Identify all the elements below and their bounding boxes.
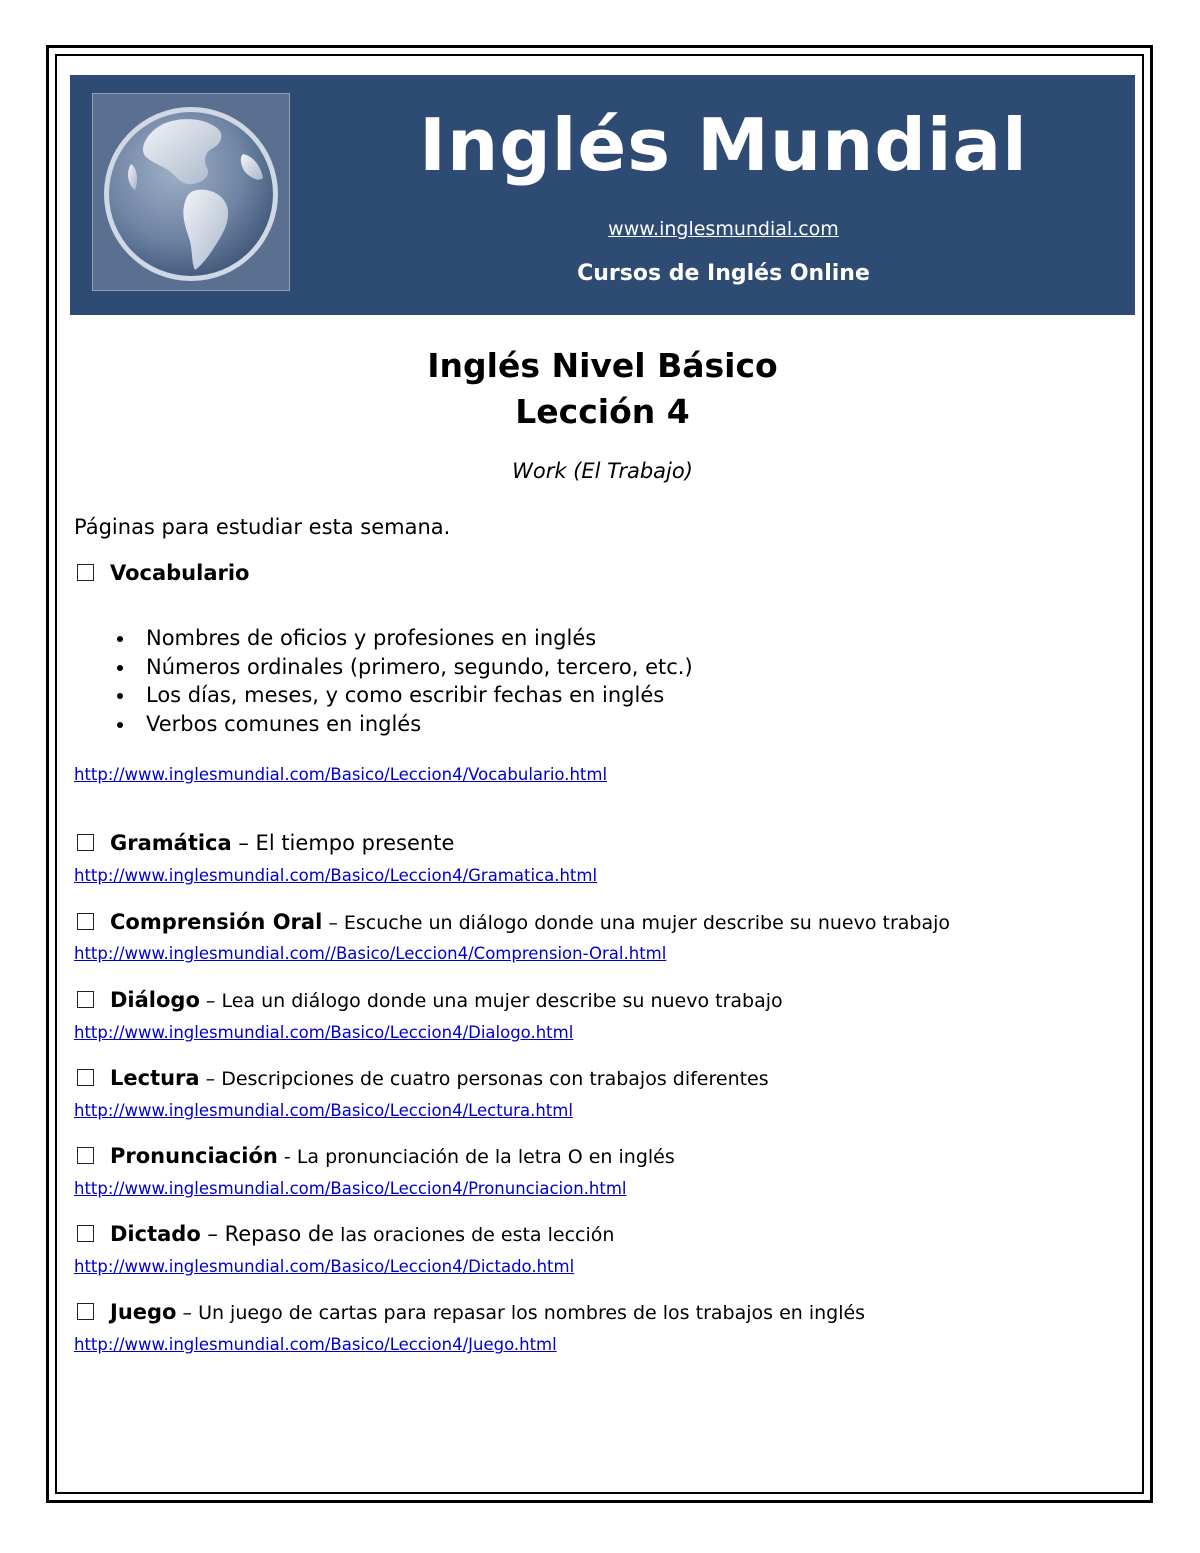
- lectura-label: Lectura: [110, 1066, 200, 1090]
- globe-logo-graphic: [93, 94, 289, 290]
- gramatica-label: Gramática: [110, 831, 232, 855]
- lectura-separator: –: [199, 1068, 222, 1090]
- document-subtitle: Work (El Trabajo): [512, 459, 693, 483]
- lectura-link[interactable]: http://www.inglesmundial.com/Basico/Leccion4/Lectura.html: [74, 1101, 573, 1120]
- dialogo-separator: –: [199, 990, 222, 1012]
- brand-subtitle: Cursos de Inglés Online: [577, 261, 870, 286]
- comprension-description: Escuche un diálogo donde una mujer describe su nuevo trabajo: [343, 912, 951, 934]
- lectura-description: Descripciones de cuatro personas con trabajos diferentes: [221, 1068, 769, 1090]
- section-dialogo: [77, 988, 783, 1012]
- gramatica-separator: –: [231, 831, 256, 855]
- document-title-line2: Lección 4: [515, 392, 690, 431]
- pronunciacion-link[interactable]: http://www.inglesmundial.com/Basico/Leccion4/Pronunciacion.html: [74, 1179, 627, 1198]
- comprension-link[interactable]: http://www.inglesmundial.com//Basico/Leccion4/Comprension-Oral.html: [74, 944, 667, 963]
- section-pronunciacion: [77, 1144, 675, 1168]
- page-border-outer: [46, 45, 1153, 1503]
- globe-americas-icon: [92, 93, 290, 291]
- list-item: Verbos comunes en inglés: [117, 710, 693, 739]
- header-banner: [70, 75, 1135, 315]
- lectura-checkbox[interactable]: [77, 1069, 94, 1086]
- comprension-label: Comprensión Oral: [110, 910, 323, 934]
- brand-url-link[interactable]: www.inglesmundial.com: [608, 218, 839, 240]
- document-title-line1: Inglés Nivel Básico: [427, 346, 778, 385]
- juego-checkbox[interactable]: [77, 1303, 94, 1320]
- dictado-separator: –: [200, 1222, 225, 1246]
- page-border-inner: [55, 54, 1144, 1494]
- section-vocabulario: [77, 561, 249, 585]
- dialogo-description: Lea un diálogo donde una mujer describe su nuevo trabajo: [221, 990, 783, 1012]
- vocabulario-checkbox[interactable]: [77, 564, 94, 581]
- pronunciacion-description: La pronunciación de la letra O en inglés: [296, 1146, 675, 1168]
- juego-description: Un juego de cartas para repasar los nombres de los trabajos en inglés: [198, 1302, 866, 1324]
- dictado-label: Dictado: [110, 1222, 201, 1246]
- dialogo-checkbox[interactable]: [77, 991, 94, 1008]
- gramatica-description: El tiempo presente: [255, 831, 455, 855]
- vocabulario-bullet-list: [117, 624, 693, 738]
- list-item: Números ordinales (primero, segundo, tercero, etc.): [117, 653, 693, 682]
- gramatica-checkbox[interactable]: [77, 834, 94, 851]
- pronunciacion-checkbox[interactable]: [77, 1147, 94, 1164]
- section-lectura: [77, 1066, 769, 1090]
- gramatica-link[interactable]: http://www.inglesmundial.com/Basico/Leccion4/Gramatica.html: [74, 866, 598, 885]
- juego-separator: –: [176, 1302, 199, 1324]
- dictado-link[interactable]: http://www.inglesmundial.com/Basico/Leccion4/Dictado.html: [74, 1257, 575, 1276]
- list-item: Nombres de oficios y profesiones en inglés: [117, 624, 693, 653]
- dialogo-link[interactable]: http://www.inglesmundial.com/Basico/Leccion4/Dialogo.html: [74, 1023, 574, 1042]
- intro-text: Páginas para estudiar esta semana.: [74, 515, 451, 539]
- section-gramatica: [77, 831, 454, 855]
- pronunciacion-label: Pronunciación: [110, 1144, 278, 1168]
- comprension-checkbox[interactable]: [77, 913, 94, 930]
- section-dictado: [77, 1222, 614, 1246]
- juego-label: Juego: [110, 1300, 177, 1324]
- list-item: Los días, meses, y como escribir fechas en inglés: [117, 681, 693, 710]
- dialogo-label: Diálogo: [110, 988, 200, 1012]
- juego-link[interactable]: http://www.inglesmundial.com/Basico/Leccion4/Juego.html: [74, 1335, 557, 1354]
- pronunciacion-separator: -: [277, 1146, 297, 1168]
- section-juego: [77, 1300, 865, 1324]
- dictado-checkbox[interactable]: [77, 1225, 94, 1242]
- vocabulario-link[interactable]: http://www.inglesmundial.com/Basico/Leccion4/Vocabulario.html: [74, 765, 608, 784]
- dictado-description-part1: Repaso de: [224, 1222, 335, 1246]
- section-comprension-oral: [77, 910, 950, 934]
- dictado-description-part2: las oraciones de esta lección: [334, 1224, 615, 1246]
- vocabulario-label: Vocabulario: [110, 561, 250, 585]
- comprension-separator: –: [322, 912, 344, 934]
- brand-title: Inglés Mundial: [419, 103, 1028, 187]
